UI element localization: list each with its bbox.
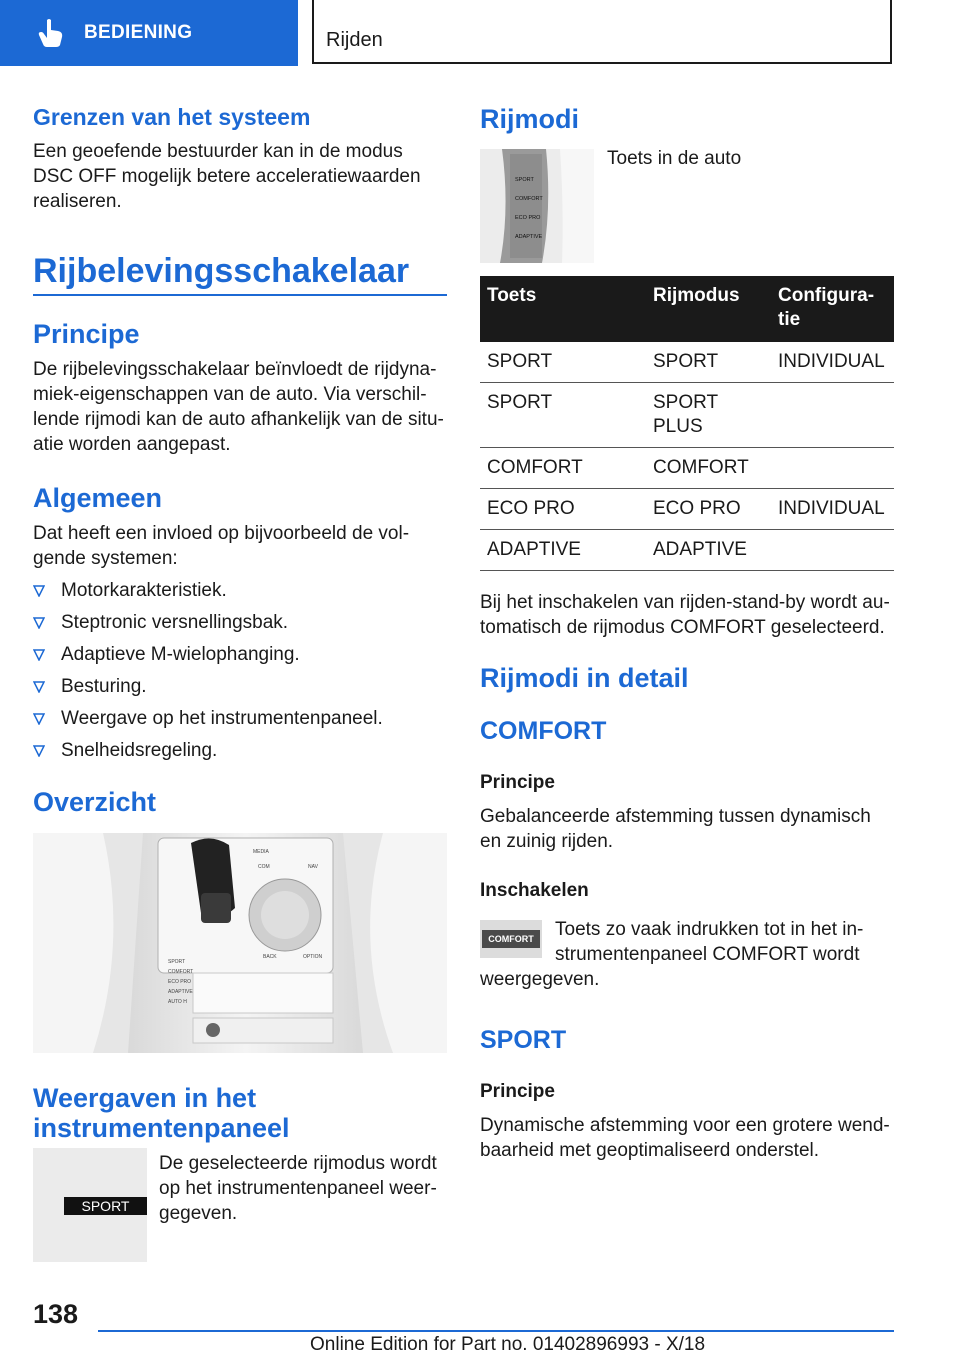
display-text: De geselecteerde rijmodus wordt op het instrumentenpaneel weer-gegeven.: [159, 1153, 437, 1224]
sport-principle-label: Principe: [480, 1081, 555, 1102]
list-item: Besturing.: [33, 674, 147, 699]
console-button-comfort[interactable]: COMFORT: [168, 969, 194, 975]
principle-heading: Principe: [33, 319, 140, 349]
column-header-mode: Rijmodus: [646, 276, 771, 342]
hand-pointer-icon: [38, 18, 64, 48]
button-caption: Toets in de auto: [607, 148, 742, 169]
comfort-principle-text: Gebalanceerde afstemming tussen dynamisch en zuinig rijden.: [480, 806, 871, 852]
footer-rule: [98, 1330, 894, 1332]
console-button-auto-h[interactable]: AUTO H: [168, 999, 187, 1005]
triangle-bullet-icon: [33, 745, 45, 757]
section-tab-label: BEDIENING: [84, 22, 193, 43]
triangle-bullet-icon: [33, 585, 45, 597]
mode-buttons-illustration: [480, 149, 594, 263]
console-button-eco-pro[interactable]: ECO PRO: [168, 979, 192, 985]
triangle-bullet-icon: [33, 681, 45, 693]
drive-modes-heading: Rijmodi: [480, 104, 579, 134]
mode-button-comfort: COMFORT: [515, 196, 543, 202]
comfort-principle-label: Principe: [480, 772, 555, 793]
limits-heading: Grenzen van het systeem: [33, 104, 311, 130]
center-console-illustration: [33, 833, 447, 1053]
console-button-option[interactable]: OPTION: [303, 954, 323, 960]
general-text: Dat heeft een invloed op bijvoorbeeld de vol-gende systemen:: [33, 523, 410, 569]
console-button-sport[interactable]: SPORT: [168, 959, 186, 965]
sport-display-image: [33, 1148, 147, 1262]
list-item: Steptronic versnellingsbak.: [33, 610, 288, 635]
list-item: Weergave op het instrumentenpaneel.: [33, 706, 383, 731]
section-tab: [0, 0, 298, 66]
edition-text: Online Edition for Part no. 01402896993 - X/18: [310, 1334, 706, 1355]
chapter-header: [312, 0, 892, 64]
table-row: ADAPTIVE ADAPTIVE: [480, 530, 894, 571]
main-heading: Rijbelevingsschakelaar: [33, 252, 410, 290]
after-table-text: Bij het inschakelen van rijden-stand-by wordt au-tomatisch de rijmodus COMFORT geselecteerd.: [480, 592, 890, 638]
table-row: SPORT SPORT INDIVIDUAL: [480, 342, 894, 383]
comfort-switch-text-end: weergegeven.: [480, 969, 600, 990]
console-button-com[interactable]: COM: [258, 864, 270, 870]
limits-text: Een geoefende bestuurder kan in de modus DSC OFF mogelijk betere acceleratiewaarden realiseren.: [33, 141, 421, 212]
comfort-switch-label: Inschakelen: [480, 880, 589, 901]
mode-button-sport: SPORT: [515, 177, 534, 183]
overview-heading: Overzicht: [33, 787, 157, 817]
comfort-switch-text: Toets zo vaak indrukken tot in het in-strumentenpaneel COMFORT wordt: [555, 919, 864, 965]
page-number: 138: [33, 1299, 79, 1329]
principle-text: De rijbelevingsschakelaar beïnvloedt de rijdyna-miek-eigenschappen van de auto. Via verschil-lende rijmodi kan de auto afhankelijk van de situ-atie worden aangepast.: [33, 359, 444, 455]
drive-modes-table: [480, 276, 894, 571]
table-header-row: [480, 276, 894, 342]
list-item: Snelheidsregeling.: [33, 738, 217, 763]
center-console-image: [33, 833, 447, 1053]
triangle-bullet-icon: [33, 617, 45, 629]
systems-list: [33, 578, 447, 778]
table-row: SPORT SPORT PLUS: [480, 383, 894, 448]
triangle-bullet-icon: [33, 649, 45, 661]
sport-principle-text: Dynamische afstemming voor een grotere wend-baarheid met geoptimaliseerd onderstel.: [480, 1115, 890, 1161]
comfort-heading: COMFORT: [480, 717, 607, 745]
console-button-back[interactable]: BACK: [263, 954, 277, 960]
column-header-button: Toets: [480, 276, 646, 342]
mode-buttons-image: [480, 149, 594, 263]
mode-button-eco-pro: ECO PRO: [515, 215, 541, 221]
sport-badge: SPORT: [64, 1197, 147, 1215]
list-item: Adaptieve M-wielophanging.: [33, 642, 300, 667]
console-button-nav[interactable]: NAV: [308, 864, 318, 870]
list-item: Motorkarakteristiek.: [33, 578, 227, 603]
mode-button-adaptive: ADAPTIVE: [515, 234, 543, 240]
table-row: COMFORT COMFORT: [480, 448, 894, 489]
column-header-config: Configura-tie: [771, 276, 894, 342]
triangle-bullet-icon: [33, 713, 45, 725]
heading-rule: [33, 294, 447, 296]
display-heading: Weergaven in het instrumentenpaneel: [33, 1083, 290, 1143]
table-row: ECO PRO ECO PRO INDIVIDUAL: [480, 489, 894, 530]
chapter-title: Rijden: [326, 29, 383, 51]
comfort-button-label: COMFORT: [482, 930, 540, 948]
general-heading: Algemeen: [33, 483, 163, 513]
comfort-button-image: [480, 920, 542, 958]
console-button-media[interactable]: MEDIA: [253, 849, 269, 855]
console-button-adaptive[interactable]: ADAPTIVE: [168, 989, 193, 995]
sport-heading: SPORT: [480, 1026, 567, 1054]
detail-heading: Rijmodi in detail: [480, 663, 689, 693]
